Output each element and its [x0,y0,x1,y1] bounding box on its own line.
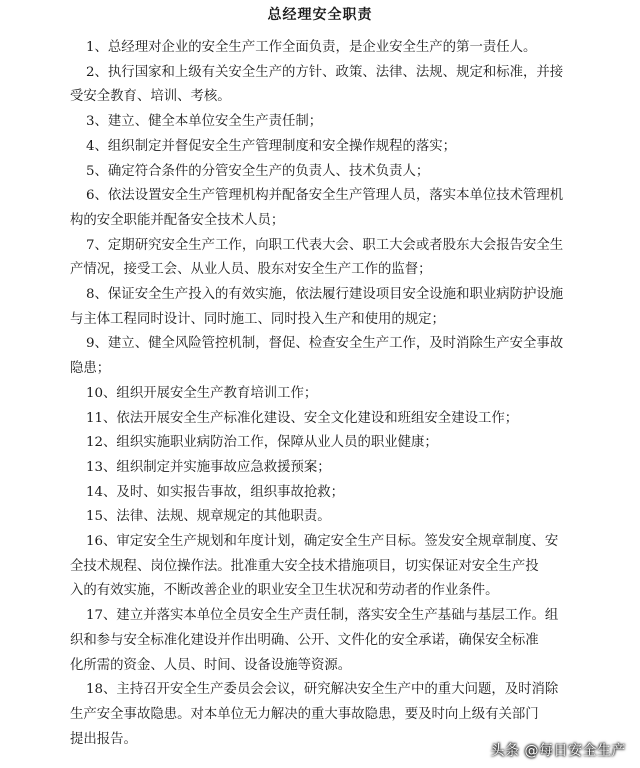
responsibility-item-line: 提出报告。 [70,731,137,747]
responsibility-item-line: 化所需的资金、人员、时间、设备设施等资源。 [70,657,352,673]
responsibility-item-line: 生产安全事故隐患。对本单位无力解决的重大事故隐患，要及时向上级有关部门 [70,706,539,722]
responsibility-item-line: 14、及时、如实报告事故，组织事故抢救； [86,484,345,500]
responsibility-item-line: 13、组织制定并实施事故应急救援预案； [86,459,331,475]
responsibility-item [70,604,564,678]
responsibility-item [86,135,564,160]
responsibility-item [70,234,564,283]
responsibility-item [86,481,564,506]
source-watermark: 头条 @每日安全生产 [490,743,626,759]
responsibility-item [86,160,564,185]
responsibility-list [70,36,564,752]
responsibility-item-line: 产情况，接受工会、从业人员、股东对安全生产工作的监督； [70,262,432,278]
responsibility-item-line: 11、依法开展安全生产标准化建设、安全文化建设和班组安全建设工作； [86,410,519,426]
responsibility-item [86,456,564,481]
responsibility-item-line: 6、依法设置安全生产管理机构并配备安全生产管理人员，落实本单位技术管理机 [86,188,564,204]
responsibility-item [86,407,564,432]
responsibility-item-line: 与主体工程同时设计、同时施工、同时投入生产和使用的规定； [70,311,445,327]
responsibility-item-line: 1、总经理对企业的安全生产工作全面负责，是企业安全生产的第一责任人。 [86,40,537,55]
responsibility-item [86,110,564,135]
responsibility-item [86,382,564,407]
responsibility-item-line: 入的有效实施，不断改善企业的职业安全卫生状况和劳动者的作业条件。 [70,583,499,599]
responsibility-item-line: 4、组织制定并督促安全生产管理制度和安全操作规程的落实； [86,138,457,154]
responsibility-item-line: 织和参与安全标准化建设并作出明确、公开、文件化的安全承诺，确保安全标准 [70,632,539,648]
responsibility-item [70,530,564,604]
responsibility-item-line: 全技术规程、岗位操作法。批准重大安全技术措施项目，切实保证对安全生产投 [70,558,539,574]
responsibility-item-line: 18、主持召开安全生产委员会会议，研究解决安全生产中的重大问题，及时消除 [86,682,559,698]
responsibility-item-line: 9、建立、健全风险管控机制，督促、检查安全生产工作，及时消除生产安全事故 [86,336,564,352]
responsibility-item [70,283,564,332]
responsibility-item-line: 12、组织实施职业病防治工作，保障从业人员的职业健康； [86,435,438,451]
responsibility-item-line: 7、定期研究安全生产工作，向职工代表大会、职工大会或者股东大会报告安全生 [86,237,564,253]
responsibility-item-line: 受安全教育、培训、考核。 [70,89,231,105]
responsibility-item [70,184,564,233]
responsibility-item [70,332,564,381]
responsibility-item [86,36,564,61]
responsibility-item-line: 构的安全职能并配备安全技术人员； [70,212,285,228]
responsibility-item-line: 17、建立并落实本单位全员安全生产责任制，落实安全生产基础与基层工作。组 [86,608,559,624]
responsibility-item [70,61,564,110]
responsibility-item-line: 16、审定安全生产规划和年度计划，确定安全生产目标。签发安全规章制度、安 [86,534,559,550]
responsibility-item-line: 2、执行国家和上级有关安全生产的方针、政策、法律、法规、规定和标准，并接 [86,64,564,80]
responsibility-item-line: 3、建立、健全本单位安全生产责任制； [86,114,323,130]
responsibility-item-line: 8、保证安全生产投入的有效实施，依法履行建设项目安全设施和职业病防护设施 [86,287,564,303]
responsibility-item-line: 5、确定符合条件的分管安全生产的负责人、技术负责人； [86,163,430,179]
document-title: 总经理安全职责 [267,7,373,23]
responsibility-item [86,505,564,530]
responsibility-item [86,431,564,456]
responsibility-item-line: 15、法律、法规、规章规定的其他职责。 [86,509,331,525]
responsibility-item-line: 10、组织开展安全生产教育培训工作； [86,385,318,401]
responsibility-item-line: 隐患； [70,361,111,377]
